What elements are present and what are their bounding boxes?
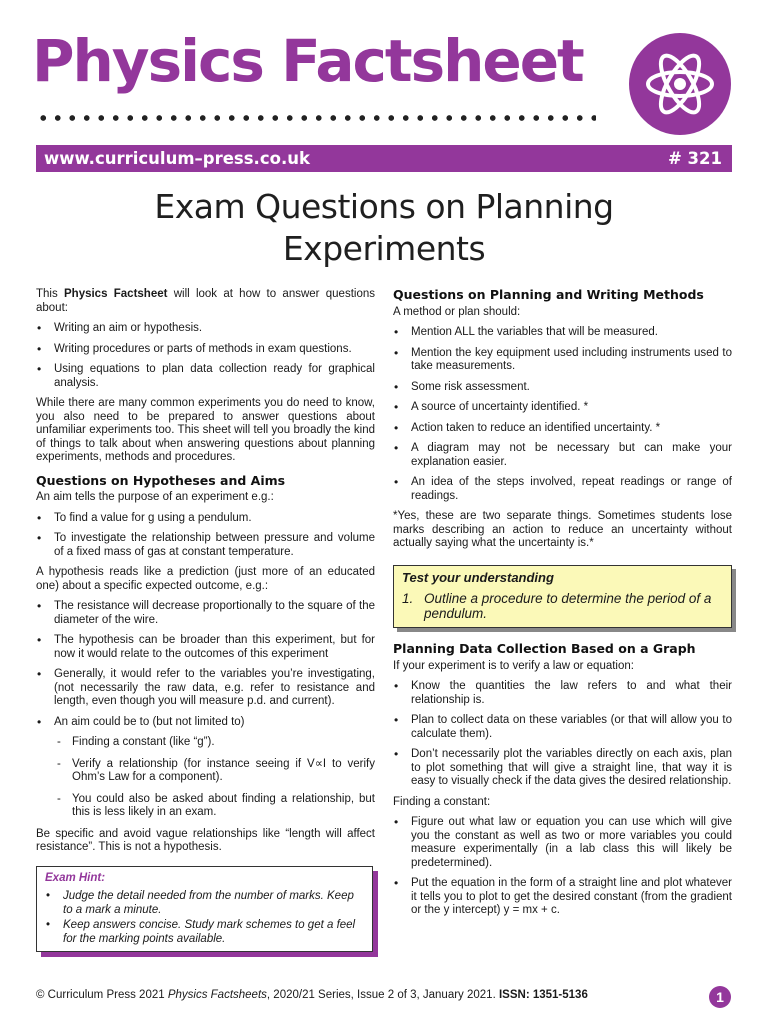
list-item: • Know the quantities the law refers to and what their relationship is. (393, 680, 732, 707)
exam-hint-list (45, 890, 364, 946)
list-item: • The hypothesis can be broader than this experiment, but for now it would relate to the outcomes of this experiment (36, 634, 375, 661)
test-question (402, 591, 723, 621)
list-item: • Generally, it would refer to the variables you’re investigating, (not necessarily the raw data, e.g. refer to resistance and length, even though you will measure p.d. and current). (36, 668, 375, 709)
hypothesis-intro: A hypothesis reads like a prediction (just more of an educated one) about a specific expected outcome, e.g.: (36, 566, 375, 592)
method-list (393, 326, 732, 503)
test-understanding-box (393, 565, 732, 629)
intro-bold: Physics Factsheet (64, 288, 168, 300)
page-title-line1: Exam Questions on Planning (154, 187, 614, 226)
list-item: • Mention the key equipment used including instruments used to take measurements. (393, 347, 732, 374)
list-item: • A diagram may not be necessary but can make your explanation easier. (393, 442, 732, 469)
aim-list (36, 512, 375, 560)
list-item: • Some risk assessment. (393, 381, 732, 395)
exam-hint-title: Exam Hint: (45, 872, 106, 884)
intro-paragraph: This Physics Factsheet will look at how to answer questions about: (36, 288, 375, 314)
footer-copyright: © Curriculum Press 2021 Physics Factsheets, 2020/21 Series, Issue 2 of 3, January 2021. ISSN: 1351-5136 (36, 989, 588, 1001)
intro-body: While there are many common experiments you do need to know, you also need to be prepared to answer questions about unfamiliar experiments too. This sheet will tell you broadly the kind of things to talk about when answering questions about planning experiments, methods and procedures. (36, 397, 375, 463)
hypothesis-list (36, 600, 375, 820)
dash-item: - Finding a constant (like “g”). (54, 736, 375, 750)
list-item: • Put the equation in the form of a straight line and plot whatever it tells you to plot to get the desired constant (from the gradient or the y intercept) y = mx + c. (393, 877, 732, 918)
list-item: • Figure out what law or equation you can use which will give you the constant as well as two or more variables you could measure experimentally (in a lab class this will likely be predetermined). (393, 816, 732, 870)
constant-intro: Finding a constant: (393, 795, 491, 808)
issue-number: # 321 (667, 149, 722, 168)
question-number: 1. (402, 591, 414, 606)
page-title (60, 186, 708, 270)
page-number: 1 (709, 986, 731, 1008)
constant-list (393, 816, 732, 918)
aim-intro: An aim tells the purpose of an experiment e.g.: (36, 491, 274, 503)
list-item: • Plan to collect data on these variables (or that will allow you to calculate them). (393, 714, 732, 741)
list-item: • A source of uncertainty identified. * (393, 401, 732, 415)
dotted-divider (36, 113, 596, 123)
list-item: • Mention ALL the variables that will be measured. (393, 326, 732, 340)
page-title-line2: Experiments (282, 229, 486, 268)
aim-dash-list (54, 736, 375, 820)
list-item: • Writing procedures or parts of methods in exam questions. (36, 343, 375, 357)
list-item: • Using equations to plan data collection ready for graphical analysis. (36, 363, 375, 390)
graph-intro: If your experiment is to verify a law or equation: (393, 659, 634, 672)
exam-hint-box (36, 866, 373, 952)
closing-paragraph: Be specific and avoid vague relationships like “length will affect resistance”. This is not a hypothesis. (36, 827, 375, 853)
list-item: • An idea of the steps involved, repeat readings or range of readings. (393, 476, 732, 503)
section-heading-hypotheses: Questions on Hypotheses and Aims (36, 472, 286, 488)
left-column (36, 288, 375, 862)
list-item: • Action taken to reduce an identified uncertainty. * (393, 422, 732, 436)
website-url[interactable]: www.curriculum–press.co.uk (44, 149, 310, 168)
exam-hint-item: • Keep answers concise. Study mark schemes to get a feel for the marking points available. (45, 919, 364, 946)
atom-icon (629, 33, 731, 135)
factsheet-title: Physics Factsheet (32, 27, 583, 95)
list-item: • The resistance will decrease proportionally to the square of the diameter of the wire. (36, 600, 375, 627)
list-item: • Don’t necessarily plot the variables directly on each axis, plan to plot something that will give a straight line, that way it is easy to visually check if the data gives the desired relationship. (393, 748, 732, 789)
url-bar (36, 145, 732, 172)
exam-hint-item: • Judge the detail needed from the number of marks. Keep to a mark a minute. (45, 890, 364, 917)
section-heading-methods: Questions on Planning and Writing Methods (393, 287, 704, 302)
list-item: • Writing an aim or hypothesis. (36, 322, 375, 336)
graph-list (393, 680, 732, 789)
method-intro: A method or plan should: (393, 305, 521, 318)
test-title: Test your understanding (402, 569, 554, 585)
intro-list (36, 322, 375, 390)
footnote-paragraph: *Yes, these are two separate things. Sometimes students lose marks describing an action to reduce an uncertainty without actually saying what the uncertainty is.* (393, 510, 732, 549)
question-text: Outline a procedure to determine the period of a pendulum. (424, 591, 712, 621)
list-item: • An aim could be to (but not limited to) - Finding a constant (like “g”). - Verify a relationship (for instance seeing if V∝I to verify Ohm’s Law for a component). - You could also be asked about finding a relationship, but this is less likely in an exam. (36, 716, 375, 820)
list-item: • To find a value for g using a pendulum. (36, 512, 375, 526)
dash-item: - You could also be asked about finding a relationship, but this is less likely in an exam. (54, 793, 375, 820)
dash-item: - Verify a relationship (for instance seeing if V∝I to verify Ohm’s Law for a component). (54, 758, 375, 785)
right-column (393, 288, 732, 925)
section-heading-graph: Planning Data Collection Based on a Graph (393, 641, 696, 656)
list-item: • To investigate the relationship between pressure and volume of a fixed mass of gas at constant temperature. (36, 532, 375, 559)
